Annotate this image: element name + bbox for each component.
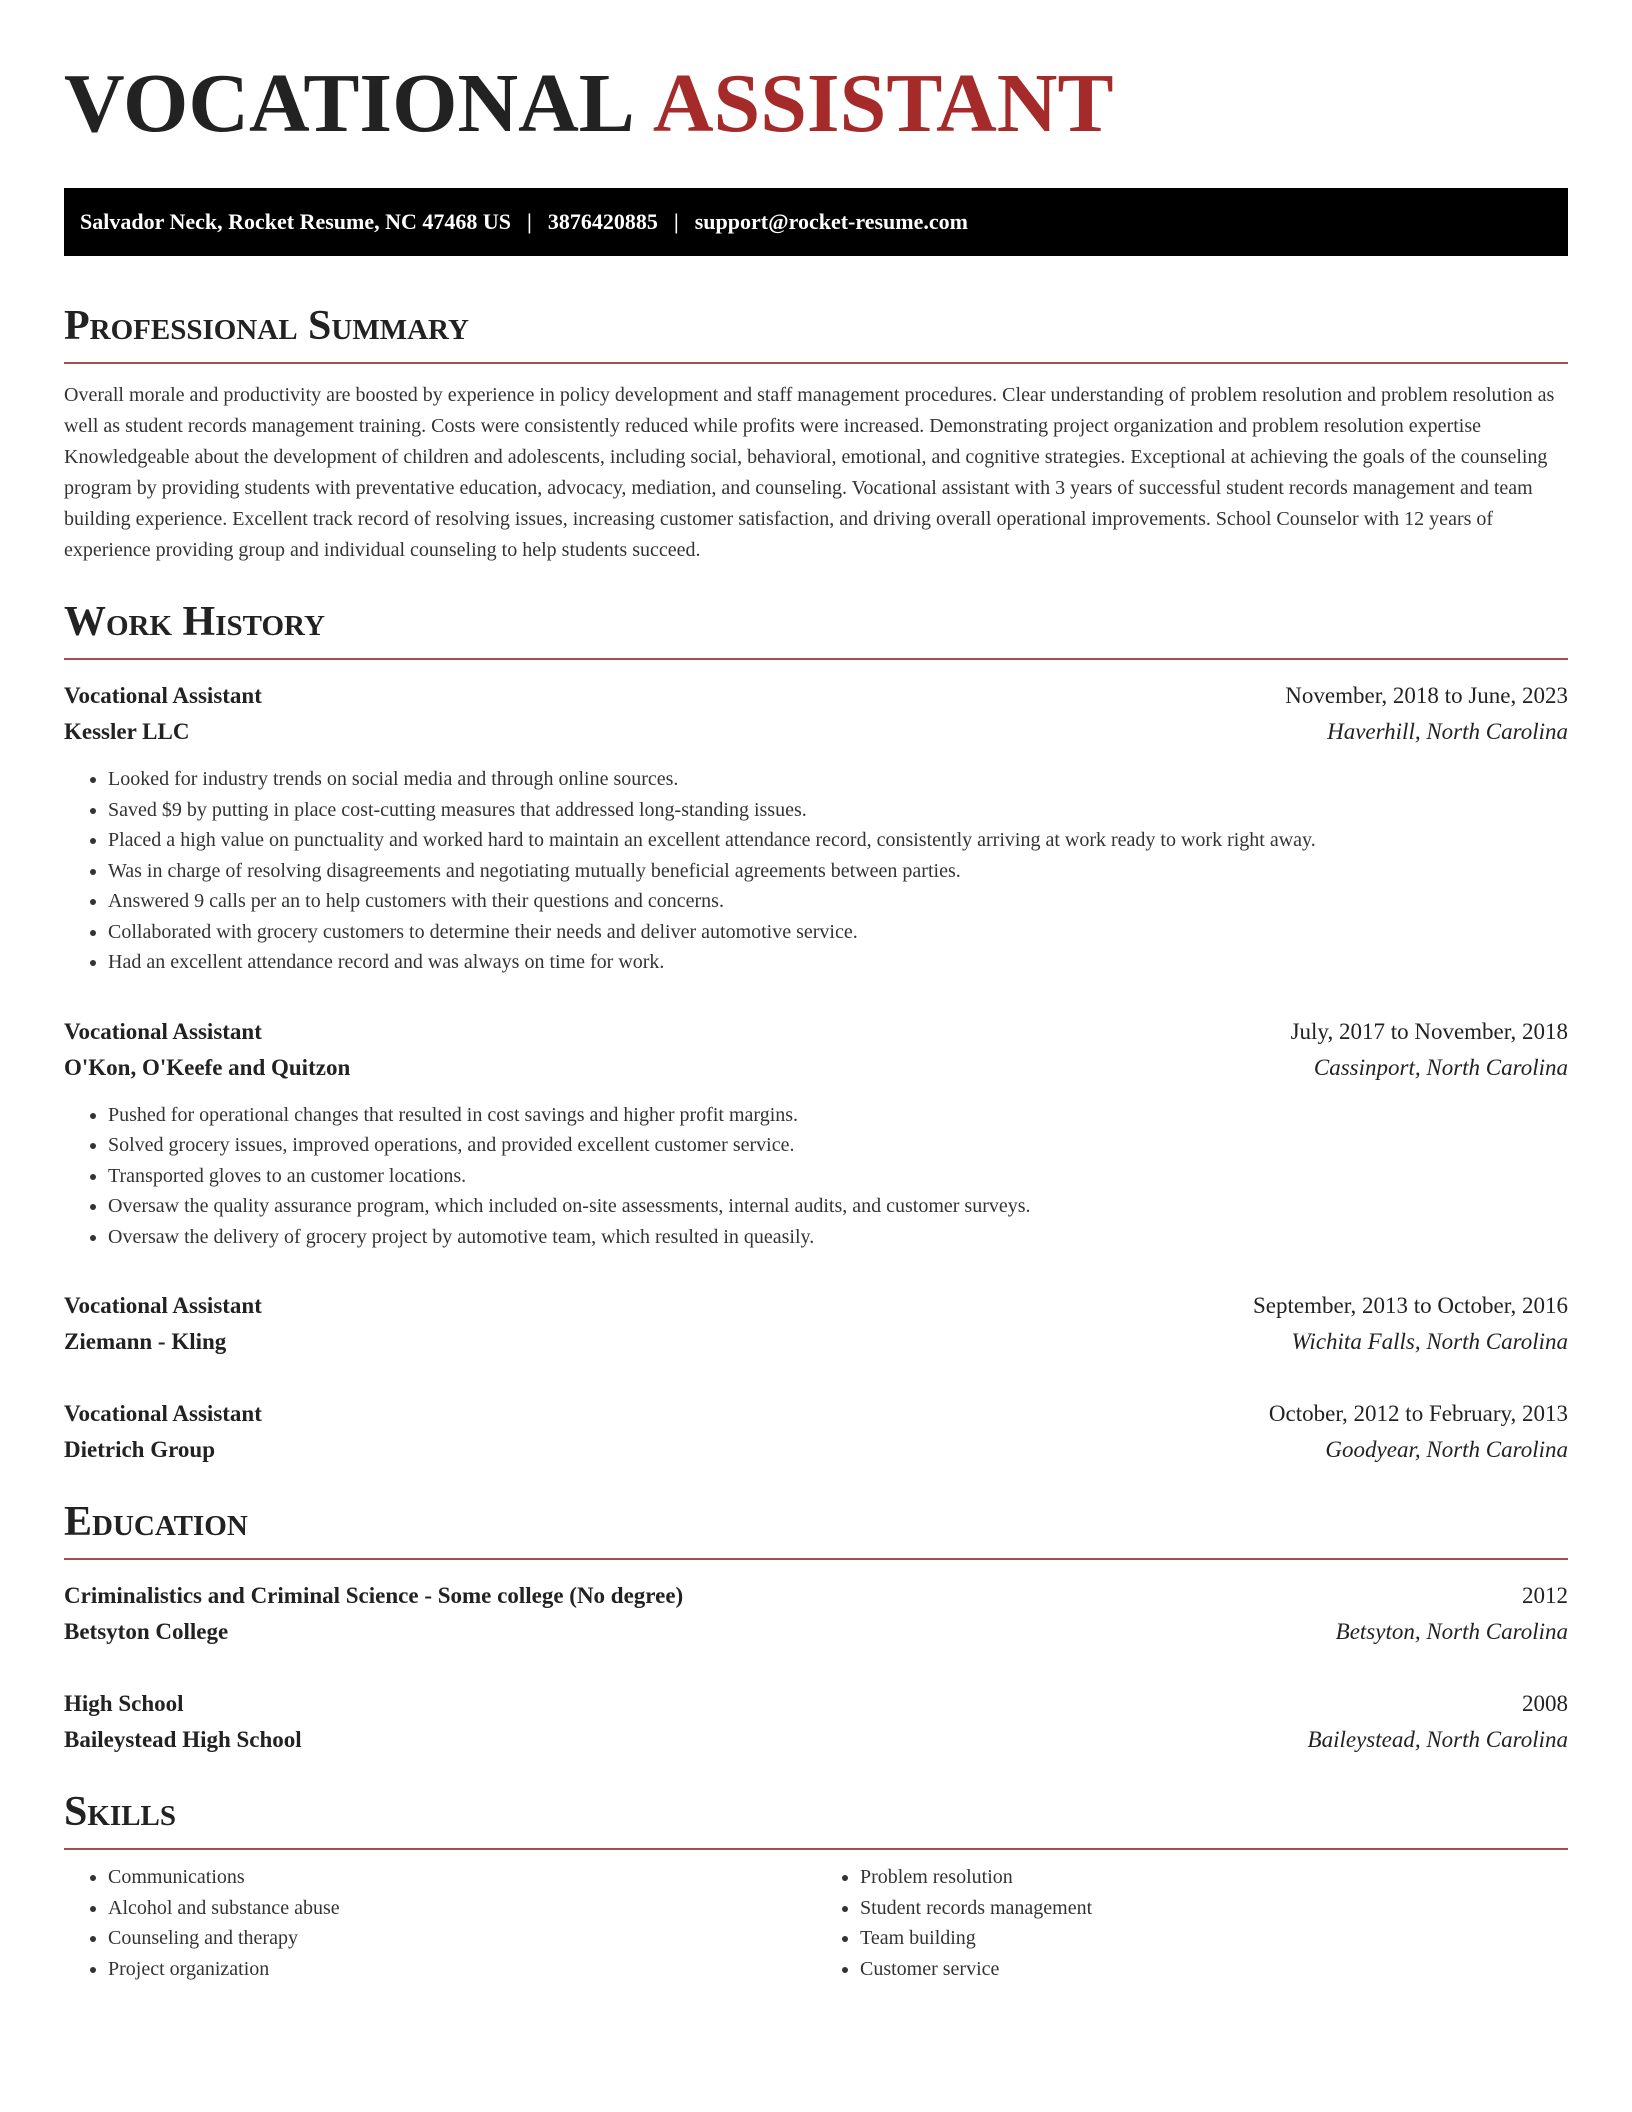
job-company: Ziemann - Kling bbox=[64, 1329, 227, 1354]
skill-item: • Customer service bbox=[860, 1954, 1568, 1985]
education-location: Baileystead, North Carolina bbox=[1307, 1727, 1568, 1752]
section-divider bbox=[64, 658, 1568, 660]
contact-separator: | bbox=[673, 209, 679, 234]
list-item: • Looked for industry trends on social media and through online sources. bbox=[108, 764, 1568, 795]
job-dates: July, 2017 to November, 2018 bbox=[1290, 1018, 1568, 1044]
section-divider bbox=[64, 1558, 1568, 1560]
list-item: • Oversaw the quality assurance program, which included on-site assessments, internal audits, and customer surveys. bbox=[108, 1191, 1568, 1222]
education-entry bbox=[64, 1578, 1568, 1650]
skills-columns bbox=[64, 1862, 1568, 1984]
job-location: Wichita Falls, North Carolina bbox=[1291, 1329, 1568, 1354]
contact-email: support@rocket-resume.com bbox=[694, 209, 968, 234]
skill-item: • Student records management bbox=[860, 1893, 1568, 1924]
job-entry bbox=[64, 1014, 1568, 1253]
skill-item: • Alcohol and substance abuse bbox=[108, 1893, 816, 1924]
summary-text: Overall morale and productivity are boosted by experience in policy development and staff management procedures. Clear understanding of problem resolution and problem resolution as well as student records management training. Costs were consistently reduced while profits were increased. Demonstrating project organization and problem resolution expertise Knowledgeable about the development of children and adolescents, including social, behavioral, emotional, and cognitive strategies. Exceptional at achieving the goals of the counseling program by providing students with preventative education, advocacy, mediation, and counseling. Vocational assistant with 3 years of successful student records management and team building experience. Excellent track record of resolving issues, increasing customer satisfaction, and driving overall operational improvements. School Counselor with 12 years of experience providing group and individual counseling to help students succeed. bbox=[64, 384, 1555, 561]
job-title: Vocational Assistant bbox=[64, 1018, 262, 1044]
list-item: • Solved grocery issues, improved operations, and provided excellent customer service. bbox=[108, 1130, 1568, 1161]
list-item: • Was in charge of resolving disagreements and negotiating mutually beneficial agreements between parties. bbox=[108, 856, 1568, 887]
job-dates: September, 2013 to October, 2016 bbox=[1253, 1293, 1568, 1318]
job-title: Vocational Assistant bbox=[64, 1401, 262, 1426]
skill-item: • Project organization bbox=[108, 1954, 816, 1985]
contact-address: Salvador Neck, Rocket Resume, NC 47468 US bbox=[80, 209, 512, 234]
list-item: • Transported gloves to an customer locations. bbox=[108, 1161, 1568, 1192]
contact-bar bbox=[64, 188, 1568, 256]
skills-left-column bbox=[64, 1862, 816, 1984]
list-item: • Had an excellent attendance record and was always on time for work. bbox=[108, 947, 1568, 978]
contact-phone: 3876420885 bbox=[547, 209, 658, 234]
list-item: • Answered 9 calls per an to help customers with their questions and concerns. bbox=[108, 886, 1568, 917]
list-item: • Placed a high value on punctuality and worked hard to maintain an excellent attendance record, consistently arriving at work ready to work right away. bbox=[108, 825, 1568, 856]
title-first-word: VOCATIONAL bbox=[64, 57, 635, 150]
education-degree: Criminalistics and Criminal Science - Some college (No degree) bbox=[64, 1583, 684, 1608]
job-entry bbox=[64, 1288, 1568, 1360]
summary-section bbox=[64, 300, 1568, 566]
education-year: 2012 bbox=[1522, 1583, 1568, 1608]
job-bullets bbox=[64, 1100, 1568, 1253]
skill-item: • Problem resolution bbox=[860, 1862, 1568, 1893]
skill-item: • Communications bbox=[108, 1862, 816, 1893]
job-title: Vocational Assistant bbox=[64, 1293, 262, 1318]
skills-section bbox=[64, 1786, 1568, 1984]
list-item: • Saved $9 by putting in place cost-cutting measures that addressed long-standing issues. bbox=[108, 795, 1568, 826]
job-bullets bbox=[64, 764, 1568, 978]
section-divider bbox=[64, 362, 1568, 364]
job-title: Vocational Assistant bbox=[64, 683, 262, 708]
title-second-word: ASSISTANT bbox=[652, 57, 1114, 150]
job-entry bbox=[64, 1396, 1568, 1468]
summary-heading: Professional Summary bbox=[64, 303, 469, 349]
job-location: Cassinport, North Carolina bbox=[1313, 1054, 1568, 1080]
skills-heading: Skills bbox=[64, 1789, 177, 1835]
contact-separator: | bbox=[527, 209, 532, 234]
job-location: Haverhill, North Carolina bbox=[1327, 719, 1568, 744]
work-heading: Work History bbox=[64, 599, 325, 645]
skill-item: • Counseling and therapy bbox=[108, 1923, 816, 1954]
education-year: 2008 bbox=[1522, 1691, 1568, 1716]
section-divider bbox=[64, 1848, 1568, 1850]
job-company: Kessler LLC bbox=[64, 719, 190, 744]
education-heading: Education bbox=[64, 1499, 248, 1545]
education-degree: High School bbox=[64, 1691, 184, 1716]
job-entry bbox=[64, 678, 1568, 978]
job-company: O'Kon, O'Keefe and Quitzon bbox=[64, 1054, 351, 1080]
skill-item: • Team building bbox=[860, 1923, 1568, 1954]
job-location: Goodyear, North Carolina bbox=[1325, 1437, 1568, 1462]
education-entry bbox=[64, 1686, 1568, 1758]
education-section bbox=[64, 1496, 1568, 1758]
education-school: Baileystead High School bbox=[64, 1727, 302, 1752]
resume-title bbox=[64, 56, 1568, 152]
skills-right-column bbox=[816, 1862, 1568, 1984]
education-location: Betsyton, North Carolina bbox=[1335, 1619, 1568, 1644]
list-item: • Pushed for operational changes that resulted in cost savings and higher profit margins. bbox=[108, 1100, 1568, 1131]
education-school: Betsyton College bbox=[64, 1619, 229, 1644]
job-dates: November, 2018 to June, 2023 bbox=[1285, 683, 1568, 708]
list-item: • Collaborated with grocery customers to determine their needs and deliver automotive service. bbox=[108, 917, 1568, 948]
job-dates: October, 2012 to February, 2013 bbox=[1268, 1401, 1568, 1426]
work-section bbox=[64, 596, 1568, 1468]
job-company: Dietrich Group bbox=[64, 1437, 215, 1462]
list-item: • Oversaw the delivery of grocery project by automotive team, which resulted in queasily. bbox=[108, 1222, 1568, 1253]
